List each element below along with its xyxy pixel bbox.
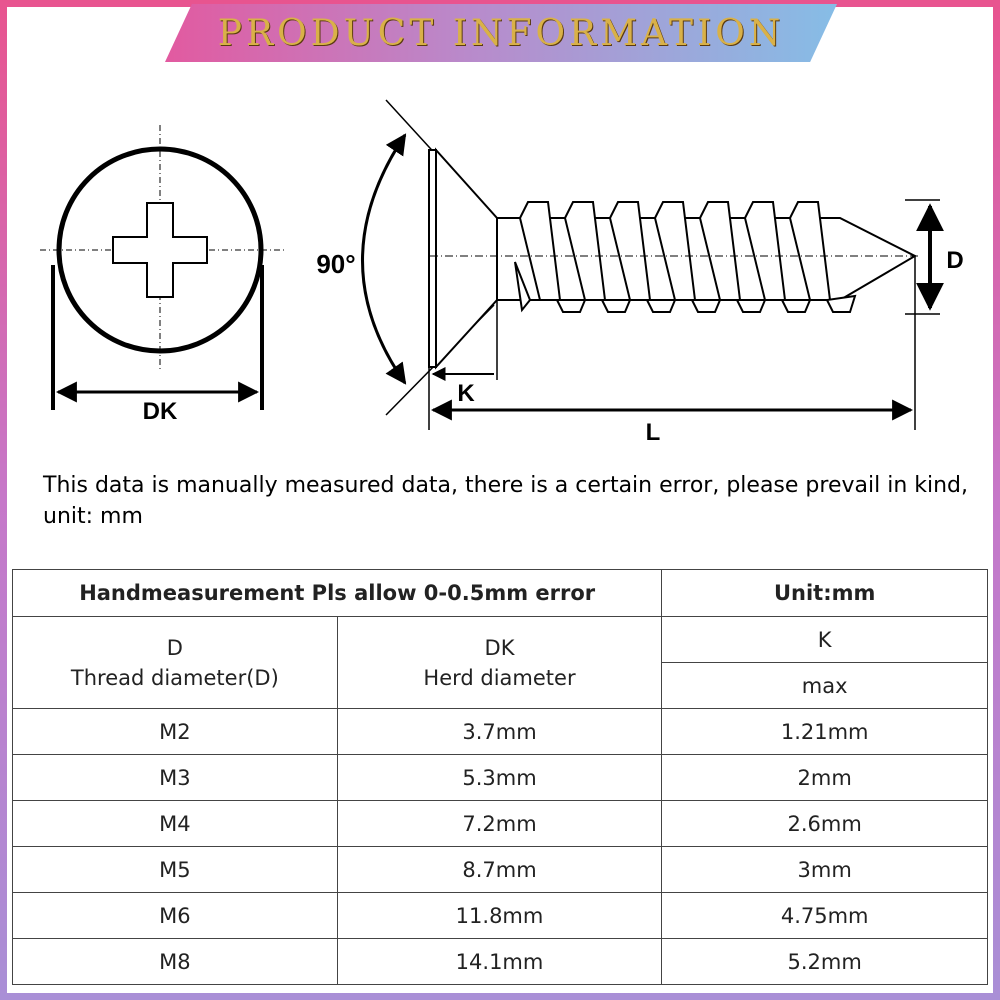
cell-k: 4.75mm bbox=[662, 893, 988, 939]
cell-dk: 3.7mm bbox=[337, 709, 662, 755]
cell-d: M6 bbox=[13, 893, 338, 939]
cell-dk: 11.8mm bbox=[337, 893, 662, 939]
col-dk-sub: Herd diameter bbox=[423, 665, 576, 690]
table-row bbox=[13, 801, 988, 847]
size-table bbox=[12, 569, 988, 985]
l-label: L bbox=[645, 419, 661, 446]
cell-k: 5.2mm bbox=[662, 939, 988, 985]
col-dk-header bbox=[337, 617, 662, 709]
cell-d: M5 bbox=[13, 847, 338, 893]
table-row bbox=[13, 893, 988, 939]
cell-k: 3mm bbox=[662, 847, 988, 893]
angle-label: 90° bbox=[316, 249, 356, 279]
col-d-title: D bbox=[166, 635, 183, 660]
cell-d: M2 bbox=[13, 709, 338, 755]
table-header-right: Unit:mm bbox=[662, 570, 988, 617]
col-d-header bbox=[13, 617, 338, 709]
dk-label: DK bbox=[142, 398, 178, 425]
phillips-cross-icon bbox=[113, 203, 207, 297]
cell-k: 2.6mm bbox=[662, 801, 988, 847]
screw-diagram bbox=[0, 0, 1000, 460]
col-dk-title: DK bbox=[484, 635, 515, 660]
cell-d: M3 bbox=[13, 755, 338, 801]
screw-side-view bbox=[316, 100, 963, 446]
table-row bbox=[13, 939, 988, 985]
screw-head-top-view bbox=[40, 125, 285, 425]
banner-title: PRODUCT INFORMATION bbox=[217, 12, 785, 54]
measurement-note: This data is manually measured data, there is a certain error, please prevail in kind, unit: mm bbox=[43, 473, 969, 529]
cell-d: M4 bbox=[13, 801, 338, 847]
k-label: K bbox=[457, 380, 475, 407]
cell-d: M8 bbox=[13, 939, 338, 985]
table-row bbox=[13, 847, 988, 893]
col-k-sub: max bbox=[662, 663, 988, 709]
table-row bbox=[13, 709, 988, 755]
cell-k: 2mm bbox=[662, 755, 988, 801]
table-header-left: Handmeasurement Pls allow 0-0.5mm error bbox=[13, 570, 662, 617]
d-label: D bbox=[946, 247, 964, 274]
cell-k: 1.21mm bbox=[662, 709, 988, 755]
col-d-sub: Thread diameter(D) bbox=[70, 665, 279, 690]
table-row bbox=[13, 755, 988, 801]
cell-dk: 5.3mm bbox=[337, 755, 662, 801]
cell-dk: 8.7mm bbox=[337, 847, 662, 893]
cell-dk: 7.2mm bbox=[337, 801, 662, 847]
cell-dk: 14.1mm bbox=[337, 939, 662, 985]
col-k-title: K bbox=[662, 617, 988, 663]
